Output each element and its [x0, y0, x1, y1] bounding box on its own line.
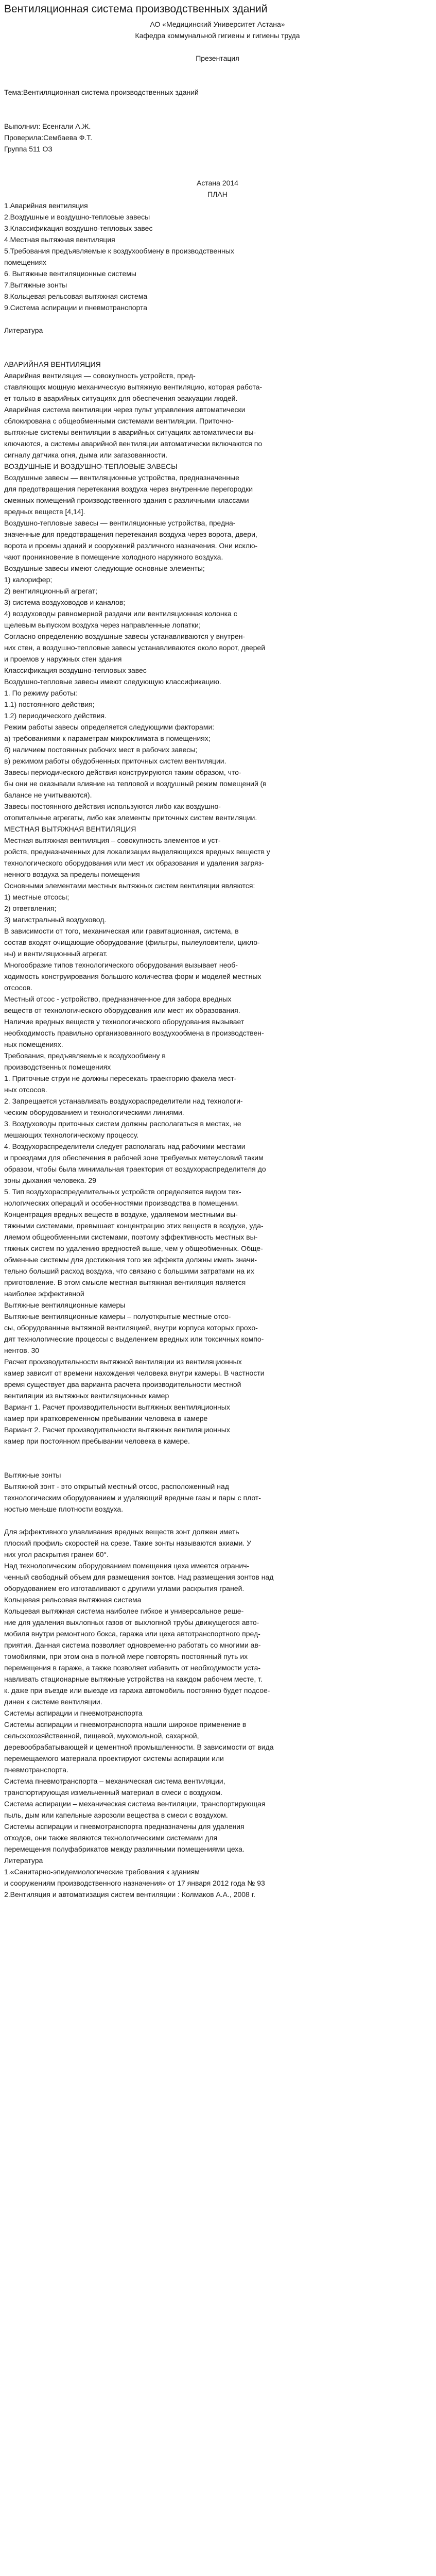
body-line: Системы аспирации и пневмотранспорта	[4, 1709, 143, 1717]
body-line: ных отсосов.	[4, 1086, 47, 1094]
body-line: камер при кратковременном пребывании человека в камере	[4, 1414, 208, 1422]
body-line: Местный отсос - устройство, предназначенное для забора вредных	[4, 995, 232, 1003]
body-line: Концентрация вредных веществ в воздухе, удаляемом местными вы-	[4, 1210, 238, 1218]
body-line: Аварийная вентиляция — совокупность устройств, пред-	[4, 371, 196, 380]
body-line: Классификация воздушно-тепловых завес	[4, 666, 147, 674]
body-line: Системы аспирации и пневмотранспорта предназначены для удаления	[4, 1822, 245, 1831]
body-line: Воздушные завесы — вентиляционные устройства, предназначенные	[4, 473, 239, 482]
body-line: Для эффективного улавливания вредных веществ зонт должен иметь	[4, 1528, 239, 1536]
body-line: нологических операций и особенностями производства в помещении.	[4, 1199, 239, 1207]
group-line: Группа 511 ОЗ	[4, 145, 53, 153]
body-line: щелевым выпуском воздуха через направленные лопатки;	[4, 621, 201, 629]
body-line: 1. По режиму работы:	[4, 689, 78, 697]
body-line: чают проникновение в помещение холодного наружного воздуха.	[4, 553, 223, 561]
body-line: 1) калорифер;	[4, 575, 53, 584]
body-line: состав входят очищающие оборудование (фильтры, пылеуловители, цикло-	[4, 938, 260, 946]
body-line: тельно больший расход воздуха, что связано с большими затратами на их	[4, 1267, 254, 1275]
body-line	[4, 1447, 431, 1458]
body-line: 1) местные отсосы;	[4, 893, 69, 901]
body-line: ставляющих мощную механическую вытяжную вентиляцию, которая работа-	[4, 383, 263, 391]
plan-item: 3.Классификация воздушно-тепловых завес	[4, 224, 153, 232]
body-line: 3) система воздуховодов и каналов;	[4, 598, 126, 606]
body-line: сельскохозяйственной, пищевой, мукомольной, сахарной,	[4, 1732, 199, 1740]
body-line: оборудованием его изготавливают с другими углами раскрытия граней.	[4, 1584, 245, 1592]
body-line: В зависимости от того, механическая или гравитационная, система, в	[4, 927, 239, 935]
body-line: Вытяжные вентиляционные камеры – полуоткрытые местные отсо-	[4, 1312, 231, 1320]
body-line: отходов, они также являются технологическими системами для	[4, 1834, 218, 1842]
plan-item: помещениях	[4, 258, 47, 266]
body-line: камер при постоянном пребывании человека в камере.	[4, 1437, 190, 1445]
plan-list	[4, 200, 431, 313]
body-line: вытяжные системы вентиляции в аварийных ситуациях автоматически вы-	[4, 428, 256, 436]
body-line: 5. Тип воздухораспределительных устройств определяется видом тех-	[4, 1188, 241, 1196]
body-line: Завесы периодического действия конструируются таким образом, что-	[4, 768, 241, 776]
body-line: отопительные агрегаты, либо как элементы приточных систем вентиляции.	[4, 814, 257, 822]
body-line: ченный свободный объем для размещения зонтов. Над размещения зонтов над	[4, 1573, 274, 1581]
body-line: камер зависит от времени нахождения человека внутри камеры. В частности	[4, 1369, 265, 1377]
body-line: ВОЗДУШНЫЕ И ВОЗДУШНО-ТЕПЛОВЫЕ ЗАВЕСЫ	[4, 462, 178, 470]
body-line: 2. Запрещается устанавливать воздухораспределители над технологи-	[4, 1097, 243, 1105]
body-line: томобилями, при этом она в полной мере повторять постоянный путь их	[4, 1652, 248, 1660]
body-line: Система пневмотранспорта – механическая система вентиляции,	[4, 1777, 225, 1785]
plan-literature: Литература	[4, 326, 43, 334]
body-line: и проемов у наружных стен здания	[4, 655, 122, 663]
body-line: зоны дыхания человека. 29	[4, 1176, 96, 1184]
body-line: Вытяжной зонт - это открытый местный отсос, расположенный над	[4, 1482, 229, 1490]
body-line: перемещения в гараже, а также позволяет избавить от необходимости уста-	[4, 1664, 261, 1672]
body-line: них стен, а воздушно-тепловые завесы устанавливаются около ворот, дверей	[4, 643, 266, 652]
body-line: мобиля внутри ремонтного бокса, гаража или цеха автотранспортного пред-	[4, 1630, 260, 1638]
body-line: Воздушно-тепловые завесы — вентиляционные устройства, предна-	[4, 519, 236, 527]
body-line: веществ от технологического оборудования или мест их образования.	[4, 1006, 240, 1014]
body-line: наиболее эффективной	[4, 1290, 84, 1298]
body-line: 3. Воздуховоды приточных систем должны располагаться в местах, не	[4, 1120, 241, 1128]
author-line: Выполнил: Есенгали А.Ж.	[4, 122, 91, 130]
body-line: Кольцевая рельсовая вытяжная система	[4, 1596, 142, 1604]
body-line: производственных помещениях	[4, 1063, 111, 1071]
body-line: Система аспирации – механическая система вентиляции, транспортирующая	[4, 1800, 266, 1808]
body-line: сблокирована с общеобменными системами вентиляции. Приточно-	[4, 417, 234, 425]
body-line: 4. Воздухораспределители следует располагать над рабочими местами	[4, 1142, 246, 1150]
body-line: Воздушно-тепловые завесы имеют следующую классификацию.	[4, 677, 221, 686]
body-line: Режим работы завесы определяется следующими факторами:	[4, 723, 215, 731]
body-line: ворота и проемы зданий и сооружений различного назначения. Они исклю-	[4, 541, 258, 550]
checker-line: Проверила:Сембаева Ф.Т.	[4, 133, 93, 142]
body-line: Наличие вредных веществ у технологического оборудования вызывает	[4, 1018, 245, 1026]
work-type: Презентация	[196, 54, 239, 62]
institution-name: АО «Медицинский Университет Астана»	[150, 20, 285, 28]
body-line: ческим оборудованием и технологическими линиями.	[4, 1108, 184, 1116]
body-line: 1. Приточные струи не должны пересекать траекторию факела мест-	[4, 1074, 237, 1082]
body-line: к. даже при въезде или выезде из гаража автомобиль постоянно будет подсое-	[4, 1686, 270, 1694]
body-line: Над технологическим оборудованием помещения цеха имеется огранич-	[4, 1562, 250, 1570]
literature-item: 1.«Санитарно-эпидемиологические требования к зданиям	[4, 1868, 200, 1876]
body-line: Вариант 1. Расчет производительности вытяжных вентиляционных	[4, 1403, 230, 1411]
body-line: навливать стационарные вытяжные устройства на каждом рабочем месте, т.	[4, 1675, 263, 1683]
body-line: 2) ответвления;	[4, 904, 57, 912]
plan-item: 4.Местная вытяжная вентиляция	[4, 235, 115, 244]
body-line: пневмотранспорта.	[4, 1766, 68, 1774]
body-line: а) требованиями к параметрам микроклимата в помещениях;	[4, 734, 211, 742]
body-line: вентиляции из вытяжных вентиляционных камер	[4, 1392, 169, 1400]
body-line: Согласно определению воздушные завесы устанавливаются у внутрен-	[4, 632, 246, 640]
body-line	[4, 1515, 431, 1526]
body-line: Требования, предъявляемые к воздухообмену в	[4, 1052, 166, 1060]
body-line: технологическим оборудованием и удаляющий вредные газы и пары с плот-	[4, 1494, 261, 1502]
body-line: 1.2) периодического действия.	[4, 711, 107, 720]
literature-section	[4, 1855, 431, 1900]
body-line: балансе не учитываются).	[4, 791, 92, 799]
body-line: 3) магистральный воздуховод.	[4, 916, 107, 924]
body-line: них угол раскрытия гранеи 60°.	[4, 1550, 109, 1558]
body-line: Завесы постоянного действия используются либо как воздушно-	[4, 802, 221, 810]
body-line: ны) и вентиляционный агрегат.	[4, 950, 108, 958]
body-line: перемещения полуфабрикатов между различными помещениями цеха.	[4, 1845, 245, 1853]
body-line: Кольцевая вытяжная система наиболее гибкое и универсальное реше-	[4, 1607, 244, 1615]
plan-item: 2.Воздушные и воздушно-тепловые завесы	[4, 213, 150, 221]
body-line: динен к системе вентиляции.	[4, 1698, 102, 1706]
body-line: в) режимом работы обудобненных приточных систем вентиляции.	[4, 757, 226, 765]
department-name: Кафедра коммунальной гигиены и гигиены труда	[135, 31, 300, 40]
body-line: приятия. Данная система позволяет одновременно работать со многими ав-	[4, 1641, 261, 1649]
body-line	[4, 1458, 431, 1469]
body-line: Многообразие типов технологического оборудования вызывает необ-	[4, 961, 238, 969]
plan-item: 1.Аварийная вентиляция	[4, 201, 88, 210]
body-line: ходимость конструирования большого количества форм и моделей местных	[4, 972, 261, 980]
body-line: ных помещениях.	[4, 1040, 63, 1048]
body-line: Системы аспирации и пневмотранспорта нашли широкое применение в	[4, 1720, 247, 1728]
body-line: ностью меньше плотности воздуха.	[4, 1505, 124, 1513]
plan-item: 8.Кольцевая рельсовая вытяжная система	[4, 292, 148, 300]
literature-item: и сооружениям производственного назначения» от 17 января 2012 года № 93	[4, 1879, 265, 1887]
body-line: сы, оборудованные вытяжной вентиляцией, внутри корпуса которых прохо-	[4, 1324, 258, 1332]
body-line: Вариант 2. Расчет производительности вытяжных вентиляционных	[4, 1426, 230, 1434]
topic-line: Тема:Вентиляционная система производственных зданий	[4, 88, 199, 96]
body-line: смежных помещений производственного здания с различными классами	[4, 496, 249, 504]
body-line: 4) воздуховоды равномерной раздачи или вентиляционная колонка с	[4, 609, 237, 618]
body-line: деревообрабатывающей и цементной промышленности. В зависимости от вида	[4, 1743, 274, 1751]
plan-item: 6. Вытяжные вентиляционные системы	[4, 269, 136, 278]
body-line: Вытяжные вентиляционные камеры	[4, 1301, 126, 1309]
body-line: Аварийная система вентиляции через пульт управления автоматически	[4, 405, 246, 414]
body-line: отсосов.	[4, 984, 32, 992]
body-line: транспортирующая измельченный материал в смеси с воздухом.	[4, 1788, 222, 1797]
body-line: АВАРИЙНАЯ ВЕНТИЛЯЦИЯ	[4, 360, 101, 368]
body-line: сигналу датчика огня, дыма или загазованности.	[4, 451, 168, 459]
body-line: обменные системы для достижения того же эффекта должны иметь значи-	[4, 1256, 257, 1264]
plan-item: 5.Требования предъявляемые к воздухообмену в производственных	[4, 247, 234, 255]
plan-item: 7.Вытяжные зонты	[4, 281, 67, 289]
body-line: пыль, дым или капельные аэрозоли вещества в смеси с воздухом.	[4, 1811, 228, 1819]
body-line: Основными элементами местных вытяжных систем вентиляции являются:	[4, 882, 255, 890]
plan-item: 9.Система аспирации и пневмотранспорта	[4, 303, 148, 312]
body-line: Воздушные завесы имеют следующие основные элементы;	[4, 564, 205, 572]
body-line: необходимость правильно организованного воздухообмена в производствен-	[4, 1029, 264, 1037]
body-line: ляемом общеобменными системами, поэтому эффективность местных вы-	[4, 1233, 258, 1241]
body-line: для предотвращения перетекания воздуха через внутренние перегородки	[4, 485, 253, 493]
body-line: тяжных систем по удалению вредностей выше, чем у общеобменных. Обще-	[4, 1244, 263, 1252]
body-line: б) наличием постоянных рабочих мест в рабочих завесы;	[4, 745, 198, 754]
body-line: нентов. 30	[4, 1346, 40, 1354]
document-body	[4, 359, 431, 1855]
body-line: 2) вентиляционный агрегат;	[4, 587, 98, 595]
body-line: бы они не оказывали влияние на тепловой и воздушный режим помещений (в	[4, 779, 267, 788]
body-line: плоский профиль скоростей на срезе. Такие зонты называются акиами. У	[4, 1539, 252, 1547]
body-line: мешающих технологическому процессу.	[4, 1131, 139, 1139]
date-place: Астана 2014	[197, 179, 238, 187]
body-line: технологического оборудования или мест их образования и удаления загряз-	[4, 859, 264, 867]
body-line: вредных веществ [4,14].	[4, 507, 85, 516]
body-line: МЕСТНАЯ ВЫТЯЖНАЯ ВЕНТИЛЯЦИЯ	[4, 825, 136, 833]
body-line: ет только в аварийных ситуациях для обеспечения эвакуации людей.	[4, 394, 238, 402]
body-line: Расчет производительности вытяжной вентиляции из вентиляционных	[4, 1358, 242, 1366]
document-title: Вентиляционная система производственных зданий	[4, 3, 268, 15]
body-line: Вытяжные зонты	[4, 1471, 61, 1479]
literature-item: 2.Вентиляция и автоматизация систем вентиляции : Колмаков А.А., 2008 г.	[4, 1890, 255, 1899]
body-line: значенные для предотвращения перетекания воздуха через ворота, двери,	[4, 530, 257, 538]
body-line: образом, чтобы была минимальная траектория от воздухораспределителя до	[4, 1165, 266, 1173]
body-line: тяжными системами, превышает концентрацию этих веществ в воздухе, уда-	[4, 1222, 264, 1230]
body-line: время существует два варианта расчета производительности местной	[4, 1380, 241, 1388]
literature-title: Литература	[4, 1856, 43, 1865]
body-line: приготовление. В этом смысле местная вытяжная вентиляция является	[4, 1278, 246, 1286]
plan-title: ПЛАН	[207, 190, 228, 198]
body-line: Местная вытяжная вентиляция – совокупность элементов и уст-	[4, 836, 221, 844]
body-line: 1.1) постоянного действия;	[4, 700, 95, 708]
body-line: перемещаемого материала проектируют системы аспирации или	[4, 1754, 224, 1762]
body-line: ключаются, а системы аварийной вентиляции автоматически включаются по	[4, 439, 263, 448]
body-line: ройств, предназначенных для локализации выделяющихся вредных веществ у	[4, 848, 270, 856]
body-line: и проездами для обеспечения в рабочей зоне требуемых метеусловий таким	[4, 1154, 264, 1162]
body-line: ние для удаления выхлопных газов от выхлопной трубы движущегося авто-	[4, 1618, 259, 1626]
body-line: дят технологические процессы с выделением вредных или токсичных компо-	[4, 1335, 264, 1343]
body-line: ненного воздуха за пределы помещения	[4, 870, 140, 878]
